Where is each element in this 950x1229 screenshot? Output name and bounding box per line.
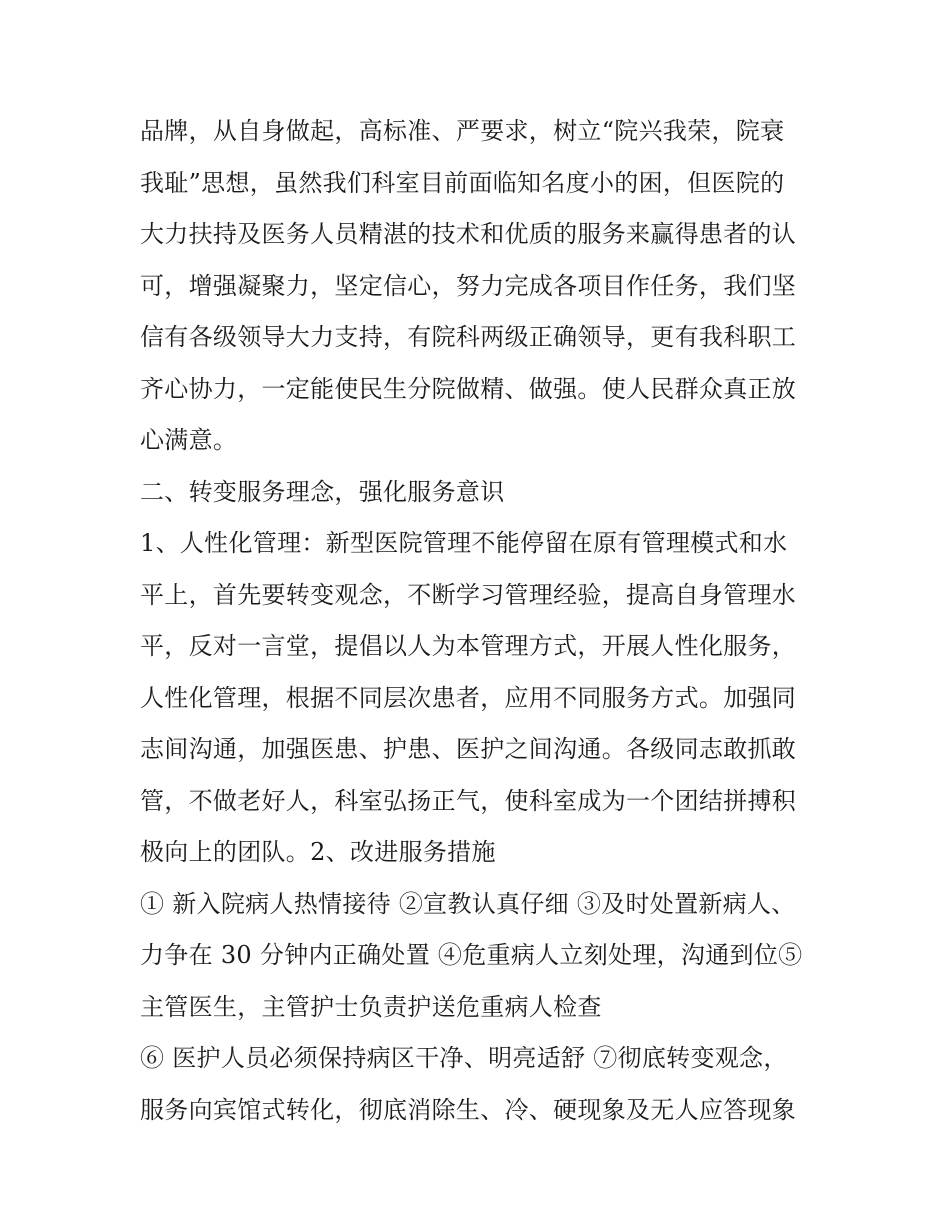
text-line: 志间沟通，加强医患、护患、医护之间沟通。各级同志敢抓敢: [140, 735, 797, 763]
text-line: 我耻”思想，虽然我们科室目前面临知名度小的困，但医院的: [140, 168, 785, 197]
text-line: 齐心协力，一定能使民生分院做精、做强。使人民群众真正放: [140, 374, 797, 403]
text-line: 信有各级领导大力支持，有院科两级正确领导，更有我科职工: [140, 323, 797, 351]
section-heading: 二、转变服务理念，强化服务意识: [140, 477, 505, 506]
text-line: 管，不做老好人，科室弘扬正气，使科室成为一个团结拼搏积: [140, 786, 797, 815]
text-line: 人性化管理，根据不同层次患者，应用不同服务方式。加强同: [140, 683, 797, 712]
text-line: 极向上的团队。2、改进服务措施: [140, 838, 496, 866]
body-text: [140, 106, 820, 1136]
text-line: ① 新入院病人热情接待 ②宣教认真仔细 ③及时处置新病人、: [140, 889, 796, 918]
text-line: 平，反对一言堂，提倡以人为本管理方式，开展人性化服务，: [140, 632, 797, 660]
text-line: 力争在 30 分钟内正确处置 ④危重病人立刻处理，沟通到位⑤: [140, 941, 803, 969]
text-line: 主管医生，主管护士负责护送危重病人检查: [140, 992, 602, 1021]
text-line: 1、人性化管理：新型医院管理不能停留在原有管理模式和水: [140, 529, 788, 557]
text-line: 品牌，从自身做起，高标准、严要求，树立“院兴我荣，院衰: [140, 117, 785, 145]
text-line: 大力扶持及医务人员精湛的技术和优质的服务来赢得患者的认: [140, 220, 797, 248]
text-line: 服务向宾馆式转化，彻底消除生、冷、硬现象及无人应答现象: [140, 1095, 797, 1124]
text-line: 可，增强凝聚力，坚定信心，努力完成各项目作任务，我们坚: [140, 271, 797, 300]
text-line: 心满意。: [140, 426, 238, 454]
text-line: 平上，首先要转变观念，不断学习管理经验，提高自身管理水: [140, 580, 797, 609]
text-line: ⑥ 医护人员必须保持病区干净、明亮适舒 ⑦彻底转变观念，: [140, 1044, 788, 1072]
